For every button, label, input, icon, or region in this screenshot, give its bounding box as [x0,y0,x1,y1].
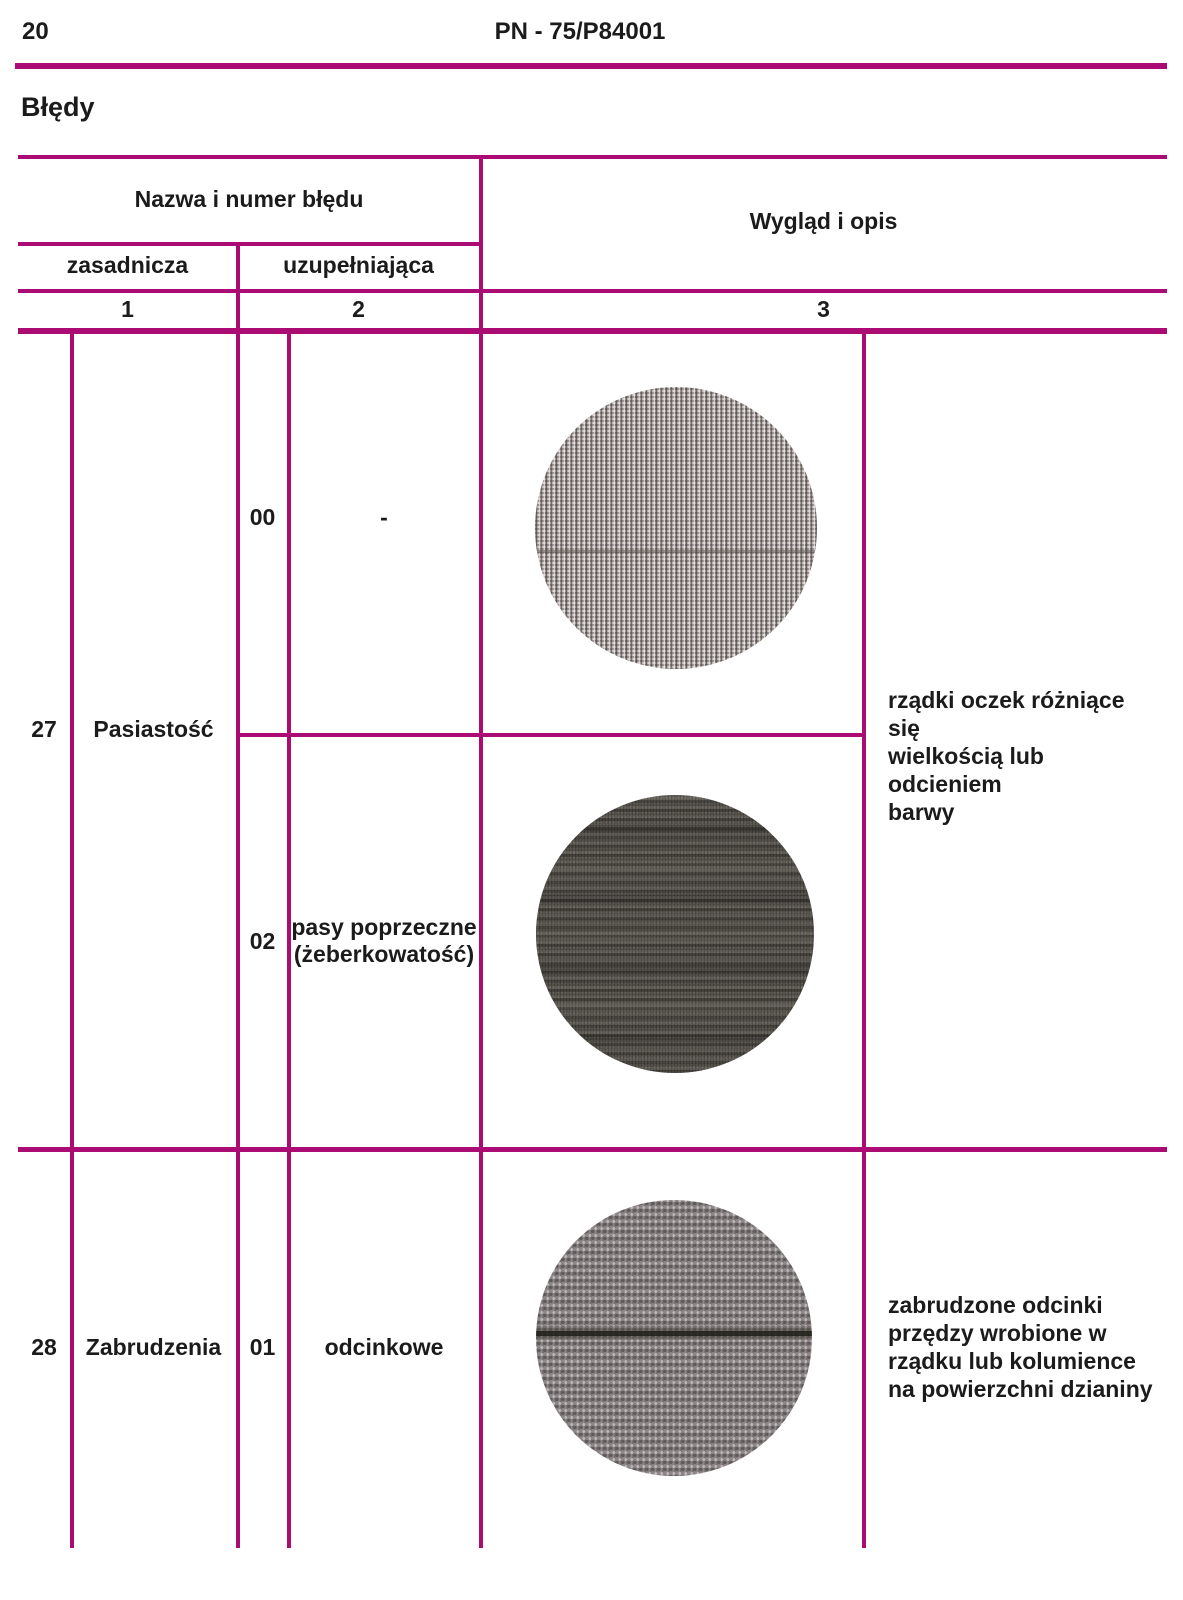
row-28-number: 28 [31,1334,57,1360]
page-number: 20 [22,18,49,45]
row-27-sub-02-code: 02 [249,928,276,954]
standard-number: PN - 75/P84001 [494,18,666,45]
row-27-description-line-3: barwy [888,799,955,825]
row-27-sub-02-name-line-1: pasy poprzeczne [291,914,477,940]
table-border-subrow-divider [237,733,866,737]
row-28-description-line-1: zabrudzone odcinki [888,1292,1103,1318]
table-header-appearance: Wygląd i opis [749,208,898,234]
section-title: Błędy [21,92,95,122]
table-header-name-number: Nazwa i numer błędu [134,186,364,212]
column-number-3: 3 [817,296,830,322]
table-border-under-subheader [18,289,1167,293]
table-border-under-column-numbers [18,328,1167,334]
row-27-number: 27 [31,716,57,742]
row-28-description-line-3: rządku lub kolumience [888,1348,1136,1374]
fabric-photo-28-01 [536,1200,812,1476]
header-rule [15,63,1167,69]
row-28-description-line-2: przędzy wrobione w [888,1320,1107,1346]
column-number-2: 2 [352,296,365,322]
subheader-main: zasadnicza [66,252,189,278]
table-border-vertical-main-number [70,328,74,1548]
column-number-1: 1 [121,296,134,322]
row-28-name: Zabrudzenia [85,1334,222,1360]
row-27-sub-00-code: 00 [249,504,276,530]
row-27-sub-02-name-line-2: (żeberkowatość) [293,941,475,967]
row-27-description [888,686,1158,826]
row-28-description-line-4: na powierzchni dzianiny [888,1376,1153,1402]
table-border-row-divider [18,1147,1167,1152]
fabric-photo-27-00 [535,387,817,669]
row-27-sub-00-name: - [380,504,388,530]
row-27-description-line-2: wielkością lub odcieniem [888,743,1044,797]
row-27-description-line-1: rządki oczek różniące się [888,687,1125,741]
table-border-vertical-description [862,328,866,1548]
row-28-sub-01-name: odcinkowe [324,1334,444,1360]
subheader-supplementary: uzupełniająca [283,252,434,278]
table-border-under-name-header [18,242,480,246]
row-28-description [888,1291,1173,1403]
row-28-sub-01-code: 01 [249,1334,276,1360]
row-27-name: Pasiastość [93,716,214,742]
table-border-top [18,155,1167,159]
fabric-photo-27-02 [536,795,814,1073]
row-27-sub-02-name [288,914,480,968]
